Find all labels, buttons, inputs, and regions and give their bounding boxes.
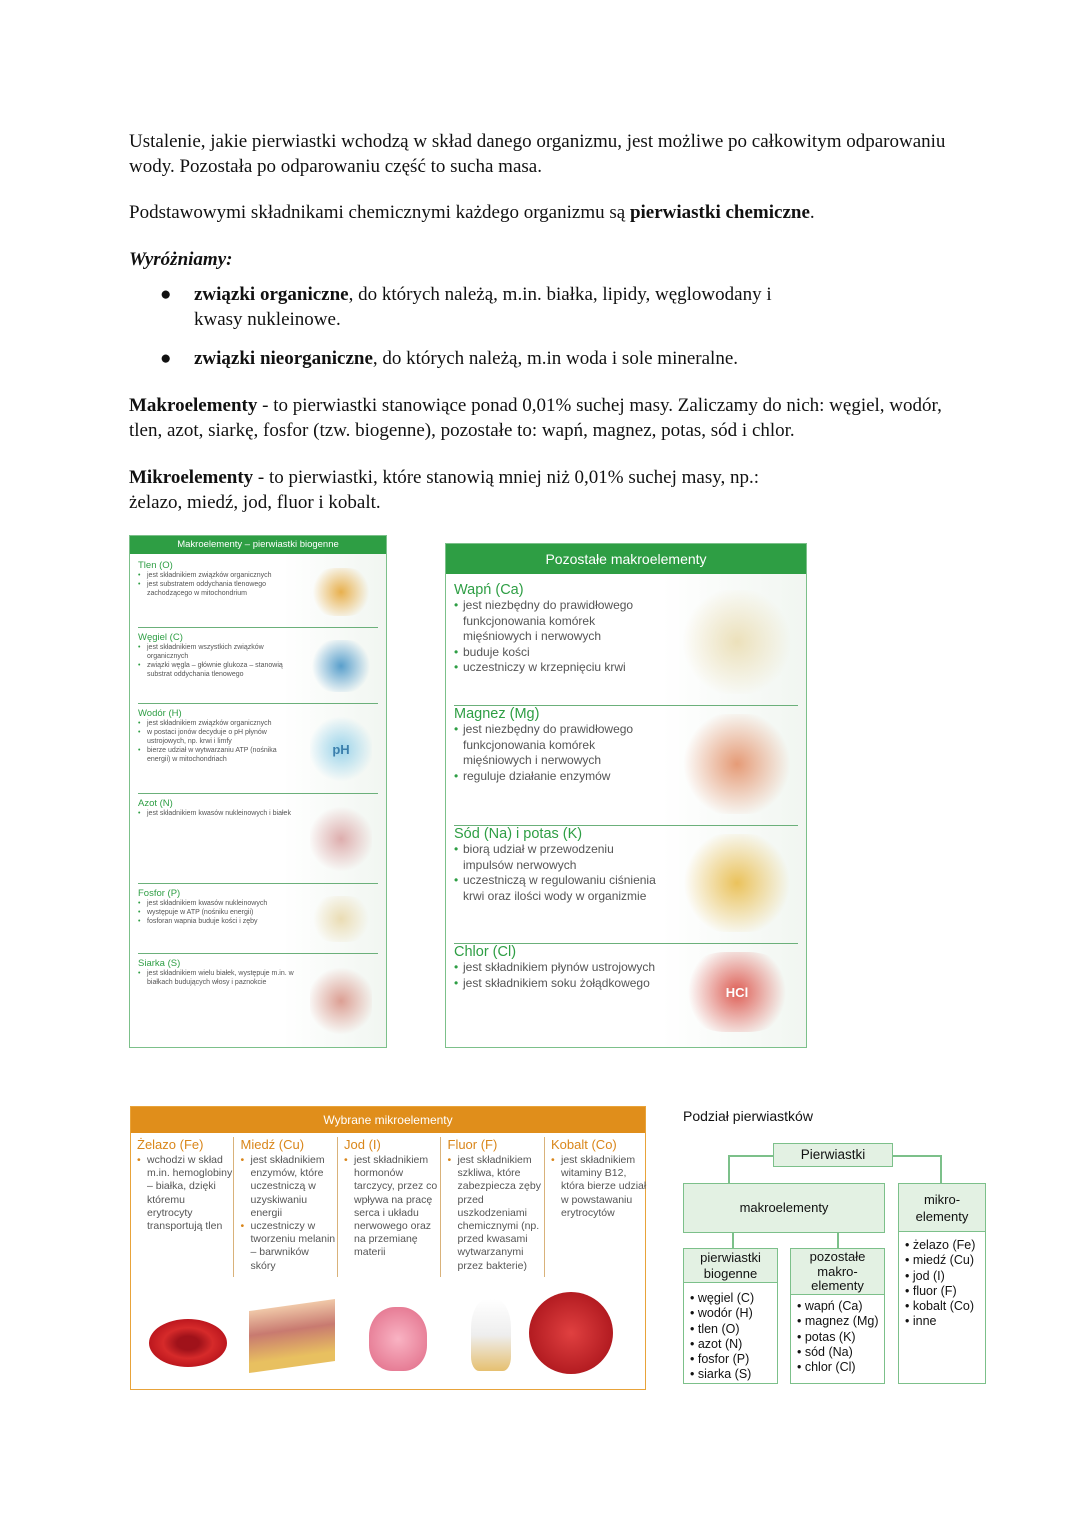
- element-name: Azot (N): [138, 798, 173, 809]
- element-fact: • jest składnikiem wszystkich związków organicznych: [138, 643, 298, 661]
- diagram-list-item: • jod (I): [905, 1269, 985, 1284]
- element-section: [454, 582, 798, 706]
- element-name: Wapń (Ca): [454, 582, 524, 598]
- element-fact: • związki węgla – głównie glukoza – stanowią substrat oddychania tlenowego: [138, 661, 298, 679]
- thyroid-image: [369, 1307, 427, 1371]
- diagram-micro-box: [898, 1183, 986, 1384]
- diagram-list-item: • sód (Na): [797, 1345, 884, 1360]
- text: , do których należą, m.in. białka, lipidy, węglowodany i kwasy nukleinowe.: [194, 284, 772, 330]
- skin-tissue-image: [249, 1299, 335, 1373]
- micro-element-column: [235, 1137, 338, 1277]
- element-fact: • jest składnikiem związków organicznych: [138, 719, 298, 728]
- diagram-list-item: • magnez (Mg): [797, 1314, 884, 1329]
- micro-element-column: [545, 1137, 648, 1277]
- element-name: Tlen (O): [138, 560, 173, 571]
- element-fact: • w postaci jonów decyduje o pH płynów ustrojowych, np. krwi i limfy: [138, 728, 298, 746]
- element-fact: • buduje kości: [454, 645, 664, 661]
- element-section: [138, 632, 378, 704]
- element-section: [138, 888, 378, 954]
- element-fact: • jest składnikiem wielu białek, występuje m.in. w białkach budujących włosy i paznokcie: [138, 969, 298, 987]
- badge-label: pH: [332, 741, 350, 757]
- bold-term: związki organiczne: [194, 284, 349, 305]
- element-fact: • reguluje działanie enzymów: [454, 769, 664, 785]
- chemical-elements-paragraph: [129, 200, 949, 225]
- micro-paragraph: [129, 465, 769, 515]
- bold-term: Makroelementy: [129, 395, 258, 416]
- element-fact: • jest substratem oddychania tlenowego zachodzącego w mitochondrium: [138, 580, 298, 598]
- element-fact: • uczestniczą w regulowaniu ciśnienia krwi oraz ilości wody w organizmie: [454, 873, 664, 904]
- diagram-list-item: • żelazo (Fe): [905, 1238, 985, 1253]
- element-fact: • jest składnikiem szkliwa, które zabezpiecza zęby przed uszkodzeniami chemicznymi (np. przed kwasami wytwarzanymi przez bakterie): [448, 1154, 544, 1273]
- illustration-image: [682, 952, 792, 1032]
- micro-element-column: [442, 1137, 545, 1277]
- panel-title: Pozostałe makroelementy: [446, 544, 806, 574]
- element-fact: • jest składnikiem witaminy B12, która bierze udział w powstawaniu erytrocytów: [551, 1154, 648, 1220]
- element-name: Żelazo (Fe): [137, 1137, 204, 1152]
- badge-label: HCl: [725, 984, 749, 1000]
- diagram-list-item: • miedź (Cu): [905, 1253, 985, 1268]
- element-name: Sód (Na) i potas (K): [454, 826, 583, 842]
- diagram-list-item: • chlor (Cl): [797, 1360, 884, 1375]
- element-fact: • jest składnikiem płynów ustrojowych: [454, 960, 664, 976]
- other-macro-panel: [445, 543, 807, 1048]
- illustration-image: [310, 806, 372, 872]
- element-fact: • bierze udział w wytwarzaniu ATP (nośnika energii) w mitochondriach: [138, 746, 298, 764]
- text: , do których należą, m.in woda i sole mineralne.: [372, 348, 739, 369]
- illustration-image: [310, 966, 372, 1036]
- diagram-list-item: • inne: [905, 1314, 985, 1329]
- red-blood-cell-image: [149, 1319, 227, 1367]
- biogenic-header: pierwiastki biogenne: [684, 1249, 777, 1283]
- illustration-image: [310, 896, 372, 942]
- tooth-image: [471, 1299, 511, 1371]
- biogenic-panel: [129, 535, 387, 1048]
- illustration-image: [682, 714, 792, 814]
- red-blood-cells-image: [529, 1292, 613, 1374]
- text: .: [809, 202, 815, 223]
- distinguish-heading: Wyróżniamy:: [129, 249, 233, 270]
- element-name: Magnez (Mg): [454, 706, 540, 722]
- element-fact: • uczestniczy w krzepnięciu krwi: [454, 660, 664, 676]
- diagram-list-item: • siarka (S): [690, 1367, 777, 1382]
- diagram-title: Podział pierwiastków: [683, 1108, 813, 1124]
- element-fact: • biorą udział w przewodzeniu impulsów nerwowych: [454, 842, 664, 873]
- element-section: [138, 708, 378, 794]
- diagram-list-item: • fosfor (P): [690, 1352, 777, 1367]
- element-fact: • jest składnikiem kwasów nukleinowych i białek: [138, 809, 298, 818]
- micro-header: mikro-elementy: [899, 1184, 985, 1232]
- element-fact: • wchodzi w skład m.in. hemoglobiny – białka, dzięki któremu erytrocyty transportują tlen: [137, 1154, 233, 1233]
- diagram-list-item: • tlen (O): [690, 1322, 777, 1337]
- diagram-list-item: • węgiel (C): [690, 1291, 777, 1306]
- bold-term: Mikroelementy: [129, 467, 254, 488]
- element-section: [138, 798, 378, 884]
- element-fact: • jest niezbędny do prawidłowego funkcjonowania komórek mięśniowych i nerwowych: [454, 722, 664, 769]
- bold-term: związki nieorganiczne: [194, 348, 373, 369]
- element-name: Kobalt (Co): [551, 1137, 617, 1152]
- macro-paragraph: [129, 393, 949, 443]
- micro-panel: [130, 1106, 646, 1390]
- illustration-image: [310, 640, 372, 692]
- illustration-image: [682, 834, 792, 932]
- panel-title: Wybrane mikroelementy: [131, 1107, 645, 1133]
- diagram-list-item: • potas (K): [797, 1330, 884, 1345]
- bullet: ●: [160, 284, 172, 305]
- diagram-list-item: • kobalt (Co): [905, 1299, 985, 1314]
- micro-element-column: [131, 1137, 234, 1277]
- bullet: ●: [160, 348, 172, 369]
- element-section: [138, 958, 378, 1048]
- micro-element-column: [338, 1137, 441, 1277]
- element-fact: • jest niezbędny do prawidłowego funkcjonowania komórek mięśniowych i nerwowych: [454, 598, 664, 645]
- element-name: Jod (I): [344, 1137, 381, 1152]
- diagram-list-item: • wodór (H): [690, 1306, 777, 1321]
- element-fact: • fosforan wapnia buduje kości i zęby: [138, 917, 298, 926]
- illustration-image: [310, 568, 372, 616]
- element-name: Siarka (S): [138, 958, 181, 969]
- intro-paragraph: Ustalenie, jakie pierwiastki wchodzą w skład danego organizmu, jest możliwe po całkowitym odparowaniu wody. Pozostała po odparowaniu część to sucha masa.: [129, 131, 946, 177]
- other-header: pozostałe makro-elementy: [791, 1249, 884, 1295]
- illustration-image: [682, 590, 792, 694]
- element-section: [138, 560, 378, 628]
- element-fact: • występuje w ATP (nośniku energii): [138, 908, 298, 917]
- element-section: [454, 826, 798, 944]
- text: - to pierwiastki stanowiące ponad 0,01% suchej masy. Zaliczamy do nich: węgiel, wodór, tlen, azot, siarkę, fosfor (tzw. biogenne), pozostałe to: wapń, magnez, potas, sód i chlor.: [129, 395, 942, 441]
- diagram-root-box: Pierwiastki: [773, 1143, 893, 1167]
- element-name: Chlor (Cl): [454, 944, 517, 960]
- element-section: [454, 706, 798, 826]
- diagram-other-box: [790, 1248, 885, 1384]
- diagram-list-item: • wapń (Ca): [797, 1299, 884, 1314]
- bold-term: pierwiastki chemiczne: [629, 202, 810, 223]
- element-fact: • jest składnikiem soku żołądkowego: [454, 976, 664, 992]
- diagram-list-item: • azot (N): [690, 1337, 777, 1352]
- element-name: Fosfor (P): [138, 888, 181, 899]
- element-fact: • uczestniczy w tworzeniu melanin – barwników skóry: [241, 1220, 337, 1273]
- element-fact: • jest składnikiem kwasów nukleinowych: [138, 899, 298, 908]
- panel-title: Makroelementy – pierwiastki biogenne: [130, 536, 386, 554]
- element-name: Miedź (Cu): [240, 1137, 305, 1152]
- diagram-biogenic-box: [683, 1248, 778, 1384]
- text: - to pierwiastki, które stanowią mniej niż 0,01% suchej masy, np.: żelazo, miedź, jod, fluor i kobalt.: [129, 467, 760, 513]
- element-name: Węgiel (C): [138, 632, 183, 643]
- element-name: Fluor (F): [447, 1137, 498, 1152]
- element-fact: • jest składnikiem enzymów, które uczestniczą w uzyskiwaniu energii: [241, 1154, 337, 1220]
- element-name: Wodór (H): [138, 708, 182, 719]
- element-fact: • jest składnikiem związków organicznych: [138, 571, 298, 580]
- illustration-image: [310, 716, 372, 782]
- diagram-list-item: • fluor (F): [905, 1284, 985, 1299]
- diagram-macro-box: makroelementy: [683, 1183, 885, 1233]
- element-fact: • jest składnikiem hormonów tarczycy, przez co wpływa na pracę serca i układu nerwowego oraz na przemianę materii: [344, 1154, 440, 1260]
- text: Podstawowymi składnikami chemicznymi każdego organizmu są: [129, 202, 630, 223]
- element-section: [454, 944, 798, 1044]
